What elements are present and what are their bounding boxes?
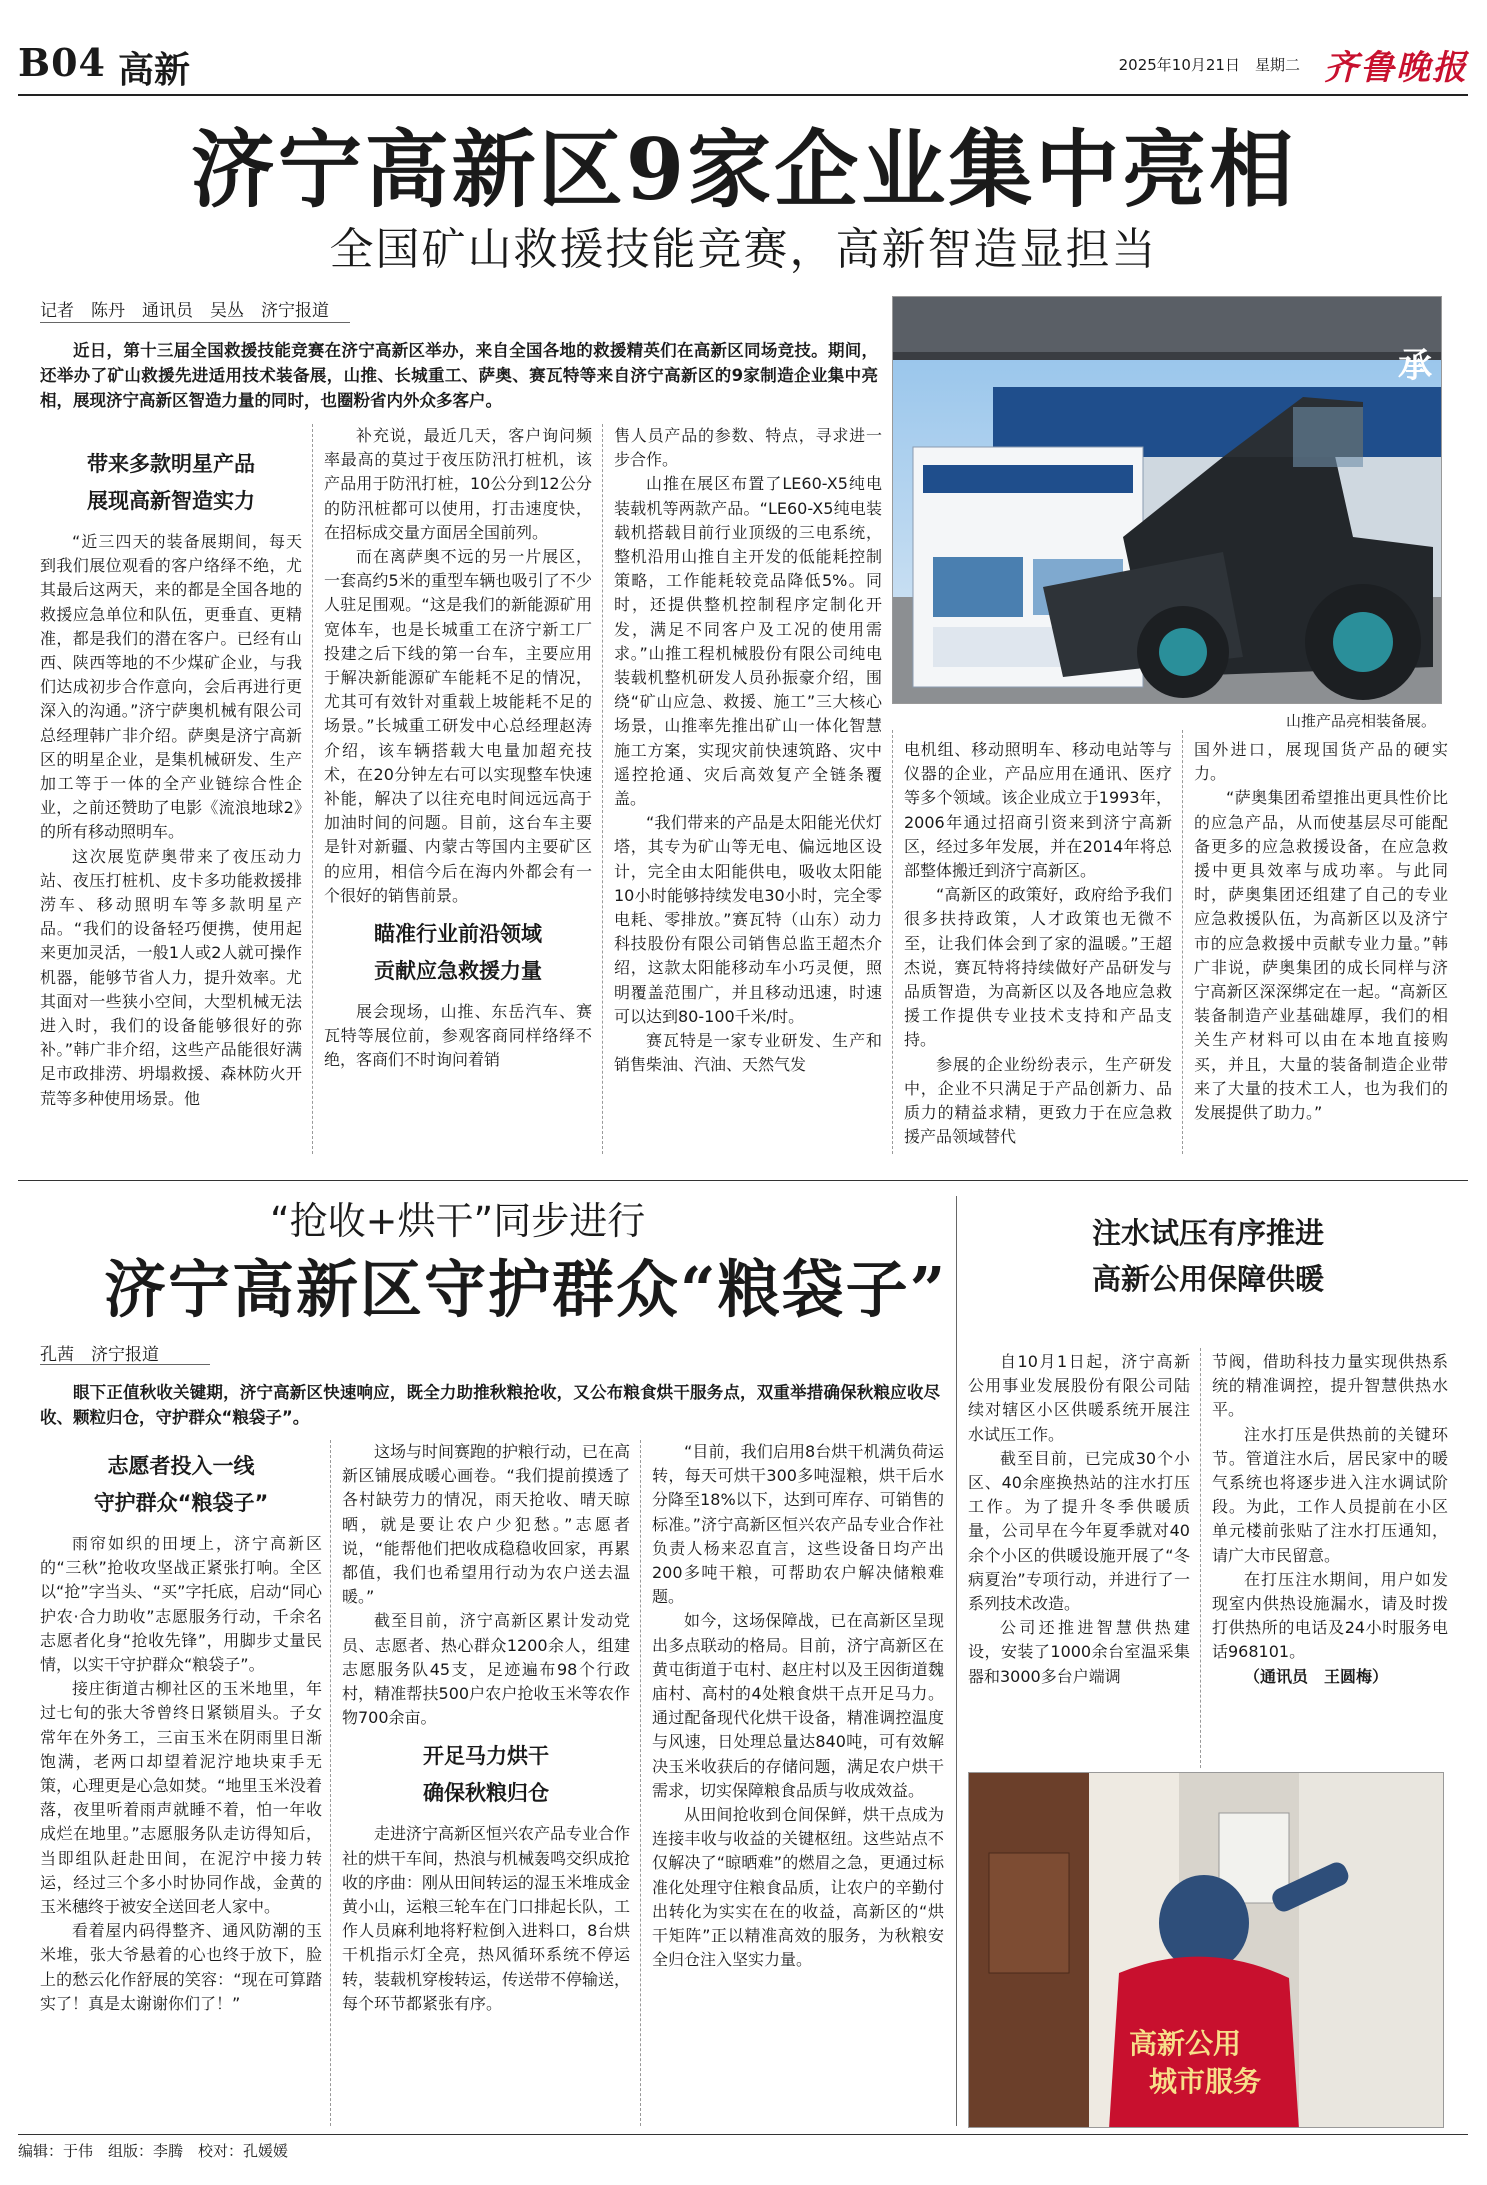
paragraph: 这次展览萨奥带来了夜压动力站、夜压打桩机、皮卡多功能救援排涝车、移动照明车等多款明星产品。“我们的设备轻巧便携，使用起来更加灵活，一般1人或2人就可操作机器，能够节省人力，提升效率。尤其面对一些狭小空间，大型机械无法进入时，我们的设备能够很好的弥补。”韩广非介绍，这些产品能很好满足市政排涝、坍塌救援、森林防火开荒等多种使用场景。他 [40,846,302,1108]
paragraph: 售人员产品的参数、特点，寻求进一步合作。 [614,426,882,470]
col-divider [1200,1348,1201,1768]
paragraph: 参展的企业纷纷表示，生产研发中，企业不只满足于产品创新力、品质力的精益求精，更致力于在应急救援产品领域替代 [904,1054,1172,1147]
article1-column-2 [324,424,592,1168]
weekday-text: 星期二 [1254,56,1300,74]
issue-date [1119,54,1300,75]
paragraph: 在打压注水期间，用户如发现室内供热设施漏水，请及时拨打供热所的电话及24小时服务电话968101。 [1212,1569,1448,1662]
paragraph: “近三四天的装备展期间，每天到我们展位观看的客户络绎不绝，尤其最后这两天，来的都是全国各地的救援应急单位和队伍，更垂直、更精准，都是我们的潜在客户。已经有山西、陕西等地的不少煤矿企业，与我们达成初步合作意向，会后再进行更深入的沟通。”济宁萨奥机械有限公司总经理韩广非介绍。萨奥是济宁高新区的明星企业，是集机械研发、生产加工等于一体的全产业链综合性企业，之前还赞助了电影《流浪地球2》的所有移动照明车。 [40,532,302,842]
col-divider [1182,730,1183,1154]
article1-byline: 记者 陈丹 通讯员 吴丛 济宁报道 [40,301,329,321]
paragraph: 截至目前，已完成30个小区、40余座换热站的注水打压工作。为了提升冬季供暖质量，公司早在今年夏季就对40余个小区的供暖设施开展了“冬病夏治”专项行动，并进行了一系列技术改造。 [968,1448,1190,1614]
page-footer: 编辑：于伟 组版：李腾 校对：孔媛媛 [18,2142,289,2160]
paragraph: 节阀，借助科技力量实现供热系统的精准调控，提升智慧供热水平。 [1212,1352,1448,1420]
article2-column-3 [652,1440,944,2130]
subhead-4-line-2: 确保秋粮归仓 [423,1781,549,1806]
page-code: B04 [18,40,106,85]
article2-column-1 [40,1440,322,2130]
paragraph: 赛瓦特是一家专业研发、生产和销售柴油、汽油、天然气发 [614,1031,882,1075]
article2-title: 济宁高新区守护群众“粮袋子” [104,1253,948,1326]
paragraph: 补充说，最近几天，客户询问频率最高的莫过于夜压防汛打桩机，该产品用于防汛打桩，10公分到12公分的防汛桩都可以使用，打击速度快，在招标成交量方面居全国前列。 [324,426,592,542]
col-divider [602,424,603,1154]
paragraph: “我们带来的产品是太阳能光伏灯塔，其专为矿山等无电、偏远地区设计，完全由太阳能供电，吸收太阳能10小时能够持续发电30小时，完全零电耗、零排放。”赛瓦特（山东）动力科技股份有限公司销售总监王超杰介绍，这款太阳能移动车小巧灵便，照明覆盖范围广，并且移动迅速，时速可以达到80-100千米/时。 [614,813,882,1026]
article-divider [956,1196,957,2126]
paragraph: 接庄街道古柳社区的玉米地里，年过七旬的张大爷曾终日紧锁眉头。子女常年在外务工，三亩玉米在阴雨里日渐饱满，老两口却望着泥泞地块束手无策，心理更是心急如焚。“地里玉米没着落，夜里听着雨声就睡不着，怕一年收成烂在地里。”志愿服务队走访得知后，当即组队赶赴田间，在泥泞中接力转运，经过三个多小时协同作战，金黄的玉米穗终于被安全送回老人家中。 [40,1679,322,1917]
article1-subtitle: 全国矿山救援技能竞赛，高新智造显担当 [329,224,1158,275]
paragraph: 电机组、移动照明车、移动电站等与仪器的企业，产品应用在通讯、医疗等多个领域。该企业成立于1993年，2006年通过招商引资来到济宁高新区，经过多年发展，并在2014年将总部整体搬迁到济宁高新区。 [904,740,1172,881]
article3-title-line-2: 高新公用保障供暖 [1091,1262,1324,1296]
loader-photo [892,296,1442,704]
article1-title: 济宁高新区9家企业集中亮相 [190,120,1297,219]
paragraph: 看着屋内码得整齐、通风防潮的玉米堆，张大爷悬着的心也终于放下，脸上的愁云化作舒展的笑容：“现在可算踏实了！真是太谢谢你们了！” [40,1921,322,2013]
paragraph: 自10月1日起，济宁高新公用事业发展股份有限公司陆续对辖区小区供暖系统开展注水试压工作。 [968,1352,1190,1444]
reporter-sign: （通讯员 王圆梅） [1244,1666,1389,1686]
loader-photo-art [893,297,1442,704]
subhead-2 [324,916,592,990]
article3-title-line-1: 注水试压有序推进 [1091,1216,1324,1250]
paragraph: 而在离萨奥不远的另一片展区，一套高约5米的重型车辆也吸引了不少人驻足围观。“这是我们的新能源矿用宽体车，也是长城重工在济宁新工厂投建之后下线的第一台车，主要应用于解决新能源矿车能耗不足的情况，尤其可有效针对重载上坡能耗不足的场景。”长城重工研发中心总经理赵涛介绍，该车辆搭载大电量加超充技术，在20分钟左右可以实现整车快速补能，解决了以往充电时间远远高于加油时间的问题。目前，这台车主要是针对新疆、内蒙古等国内主要矿区的应用，相信今后在海内外都会有一个很好的销售前景。 [324,547,592,905]
article1-column-1 [40,438,302,1168]
subhead-3-line-2: 守护群众“粮袋子” [93,1491,269,1515]
paragraph: 走进济宁高新区恒兴农产品专业合作社的烘干车间，热浪与机械轰鸣交织成抢收的序曲：刚从田间转运的湿玉米堆成金黄小山，运粮三轮车在门口排起长队，工作人员麻利地将籽粒倒入进料口，8台烘干机指示灯全亮，热风循环系统不停运转，装载机穿梭转运，传送带不停输送，每个环节都紧张有序。 [342,1824,630,2013]
paragraph: 注水打压是供热前的关键环节。管道注水后，居民家中的暖气系统也将逐步进入注水调试阶段。为此，工作人员提前在小区单元楼前张贴了注水打压通知，请广大市民留意。 [1212,1424,1448,1565]
article2-lead: 眼下正值秋收关键期，济宁高新区快速响应，既全力助推秋粮抢收，又公布粮食烘干服务点，双重举措确保秋粮应收尽收、颗粒归仓，守护群众“粮袋子”。 [40,1383,940,1427]
paragraph: 公司还推进智慧供热建设，安装了1000余台室温采集器和3000多台户端调 [968,1618,1190,1686]
paragraph: 展会现场，山推、东岳汽车、赛瓦特等展位前，参观客商同样络绎不绝，客商们不时询问着销 [324,1002,592,1070]
subhead-4 [342,1738,630,1812]
paragraph: 截至目前，济宁高新区累计发动党员、志愿者、热心群众1200余人，组建志愿服务队45支，足迹遍布98个行政村，精准帮扶500户农户抢收玉米等农作物700余亩。 [342,1611,630,1728]
col-divider [330,1440,331,2126]
banner-char: 承 [1398,346,1432,386]
vest-text-line-2: 城市服务 [1149,2065,1262,2098]
col-divider [312,424,313,1154]
article1-column-3 [614,424,882,1168]
masthead-logo: 齐鲁晚报 [1324,48,1468,88]
footer-rule [18,2134,1468,2135]
article3-column-1 [968,1350,1190,1770]
subhead-4-line-1: 开足马力烘干 [423,1744,549,1769]
section-rule [18,1180,1468,1181]
article3-column-2 [1212,1350,1448,1770]
page-header [18,40,1468,94]
article1-lead: 近日，第十三届全国救援技能竞赛在济宁高新区举办，来自全国各地的救援精英们在高新区同场竞技。期间，还举办了矿山救援先进适用技术装备展，山推、长城重工、萨奥、赛瓦特等来自济宁高新区的9家制造企业集中亮相，展现济宁高新区智造力量的同时，也圈粉省内外众多客户。 [40,341,878,410]
worker-photo [968,1772,1444,2128]
article2-byline: 孔茜 济宁报道 [40,1345,159,1365]
article2-kicker: “抢收+烘干”同步进行 [270,1199,646,1243]
paragraph: “目前，我们启用8台烘干机满负荷运转，每天可烘干300多吨湿粮，烘干后水分降至18%以下，达到可库存、可销售的标准。”济宁高新区恒兴农产品专业合作社负责人杨来忍直言，这些设备日均产出200多吨干粮，可帮助农户解决储粮难题。 [652,1442,944,1607]
subhead-1-line-2: 展现高新智造实力 [87,489,255,513]
vest-text-line-1: 高新公用 [1129,2027,1242,2060]
paragraph: 山推在展区布置了LE60-X5纯电装载机等两款产品。“LE60-X5纯电装载机搭载目前行业顶级的三电系统，整机沿用山推自主开发的低能耗控制策略，工作能耗较竞品降低5%。同时，还提供整机控制程序定制化开发，满足不同客户及工况的使用需求。”山推工程机械股份有限公司纯电装载机整机研发人员孙振豪介绍，围绕“矿山应急、救援、施工”三大核心场景，山推率先推出矿山一体化智慧施工方案，实现灾前快速筑路、灾中遥控抢通、灾后高效复产全链条覆盖。 [614,474,882,809]
article3-title [968,1210,1448,1302]
worker-photo-art [969,1773,1444,2128]
date-text: 2025年10月21日 [1118,56,1240,74]
header-rule [18,94,1468,96]
col-divider [892,730,893,1154]
article2-column-2 [342,1440,630,2130]
paragraph: 国外进口，展现国货产品的硬实力。 [1194,740,1448,784]
paragraph: 如今，这场保障战，已在高新区呈现出多点联动的格局。目前，济宁高新区在黄屯街道于屯村、赵庄村以及王因街道魏庙村、高村的4处粮食烘干点开足马力。通过配备现代化烘干设备，精准调控温度与风速，日处理总量达840吨，可有效解决玉米收获后的存储问题，满足农户烘干需求，切实保障粮食品质与收成效益。 [652,1611,944,1800]
subhead-1-line-1: 带来多款明星产品 [87,452,255,476]
col-divider [640,1440,641,2126]
paragraph: “高新区的政策好，政府给予我们很多扶持政策，人才政策也无微不至，让我们体会到了家的温暖。”王超杰说，赛瓦特将持续做好产品研发与品质智造，为高新区以及各地应急救援工作提供专业技术支持和产品支持。 [904,885,1172,1050]
paragraph: 从田间抢收到仓间保鲜，烘干点成为连接丰收与收益的关键枢纽。这些站点不仅解决了“晾晒难”的燃眉之急，更通过标准化处理守住粮食品质，让农户的辛勤付出转化为实实在在的收益，高新区的“烘干矩阵”正以精准高效的服务，为秋粮安全归仓注入坚实力量。 [652,1805,944,1970]
subhead-3-line-1: 志愿者投入一线 [107,1454,255,1478]
subhead-3 [40,1448,322,1522]
subhead-2-line-2: 贡献应急救援力量 [374,959,542,984]
paragraph: “萨奥集团希望推出更具性价比的应急产品，从而使基层尽可能配备更多的应急救援设备，在应急救援中更具效率与成功率。与此同时，萨奥集团还组建了自己的专业应急救援队伍，为高新区以及济宁市的应急救援中贡献专业力量。”韩广非说，萨奥集团的成长同样与济宁高新区深深绑定在一起。“高新区装备制造产业基础雄厚，我们的相关生产材料可以由在本地直接购买，并且，大量的装备制造企业带来了大量的技术工人，也为我们的发展提供了助力。” [1194,788,1448,1123]
paragraph: 雨帘如织的田埂上，济宁高新区的“三秋”抢收攻坚战正紧张打响。全区以“抢”字当头、“买”字托底，启动“同心护农·合力助收”志愿服务行动，千余名志愿者化身“抢收先锋”，用脚步丈量民情，以实干守护群众“粮袋子”。 [40,1534,322,1675]
section-name: 高新 [118,49,191,91]
article1-column-5 [1194,738,1448,1168]
subhead-1 [40,446,302,520]
byline-rule [40,1364,210,1365]
article1-column-4 [904,738,1172,1168]
loader-photo-caption: 山推产品亮相装备展。 [1285,712,1436,730]
subhead-2-line-1: 瞄准行业前沿领域 [374,922,542,947]
paragraph: 这场与时间赛跑的护粮行动，已在高新区铺展成暖心画卷。“我们提前摸透了各村缺劳力的情况，雨天抢收、晴天晾晒，就是要让农户少犯愁。”志愿者说，“能帮他们把收成稳稳收回家，再累都值，我们也希望用行动为农户送去温暖。” [342,1442,630,1607]
byline-rule [40,322,350,323]
